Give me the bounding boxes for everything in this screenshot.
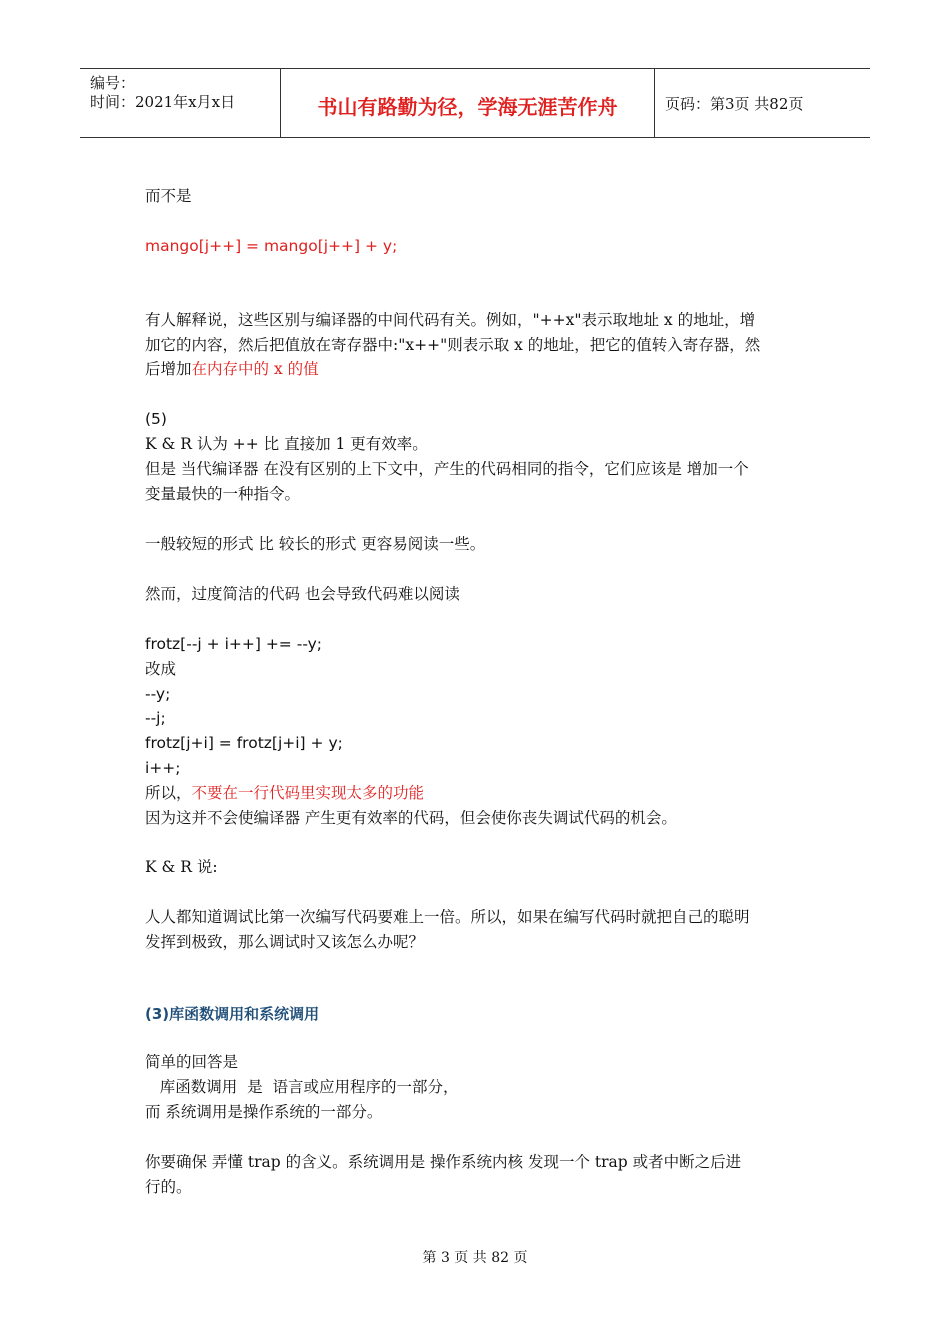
section-heading: (3)库函数调用和系统调用	[145, 1005, 320, 1023]
paragraph-line: 变量最快的一种指令。	[145, 485, 301, 503]
paragraph-line: K & R 认为 ++ 比 直接加 1 更有效率。	[145, 435, 428, 453]
section-number: (5)	[145, 410, 167, 428]
paragraph-line: 简单的回答是	[145, 1053, 239, 1071]
page-header	[80, 68, 870, 138]
paragraph-line: 但是 当代编译器 在没有区别的上下文中，产生的代码相同的指令，它们应该是 增加一个	[145, 460, 749, 478]
text-span: 所以，	[145, 784, 192, 802]
paragraph-line: 有人解释说，这些区别与编译器的中间代码有关。例如，"++x"表示取地址 x 的地址，增	[145, 311, 756, 329]
document-date: 时间：2021年x月x日	[90, 93, 236, 111]
code-line: i++;	[145, 759, 181, 777]
code-line: frotz[j+i] = frotz[j+i] + y;	[145, 734, 343, 752]
paragraph-line	[145, 359, 319, 379]
paragraph-line: 行的。	[145, 1178, 192, 1196]
paragraph-line: 你要确保 弄懂 trap 的含义。系统调用是 操作系统内核 发现一个 trap 或者中断之后进	[145, 1153, 742, 1171]
highlighted-text: 在内存中的 x 的值	[191, 360, 319, 378]
header-motto: 书山有路勤为径，学海无涯苦作舟	[317, 95, 618, 119]
text-span: 后增加	[145, 360, 192, 378]
header-page-cell	[655, 69, 870, 137]
paragraph-line: 发挥到极致，那么调试时又该怎么办呢？	[145, 933, 425, 951]
code-line: frotz[--j + i++] += --y;	[145, 635, 323, 653]
header-page-info: 页码：第3页 共82页	[665, 95, 804, 113]
paragraph-line: 改成	[145, 660, 177, 678]
paragraph-line: 一般较短的形式 比 较长的形式 更容易阅读一些。	[145, 535, 486, 553]
code-line-red: mango[j++] = mango[j++] + y;	[145, 237, 398, 255]
paragraph-line: K & R 说:	[145, 858, 218, 876]
paragraph-line: 而不是	[145, 187, 192, 205]
paragraph-line: 而 系统调用是操作系统的一部分。	[145, 1103, 383, 1121]
page-footer: 第 3 页 共 82 页	[422, 1250, 528, 1266]
paragraph-line: 因为这并不会使编译器 产生更有效率的代码，但会使你丧失调试代码的机会。	[145, 809, 677, 827]
highlighted-text: 不要在一行代码里实现太多的功能	[191, 784, 425, 802]
header-motto-cell	[281, 69, 655, 137]
code-line: --j;	[145, 709, 166, 727]
paragraph-line	[145, 783, 424, 803]
paragraph-line: 加它的内容，然后把值放在寄存器中:"x++"则表示取 x 的地址，把它的值转入寄存器，然	[145, 336, 761, 354]
paragraph-line: 库函数调用 是 语言或应用程序的一部分，	[145, 1078, 459, 1096]
code-line: --y;	[145, 685, 171, 703]
paragraph-line: 人人都知道调试比第一次编写代码要难上一倍。所以，如果在编写代码时就把自己的聪明	[145, 908, 750, 926]
header-meta-cell	[80, 69, 281, 137]
paragraph-line: 然而，过度简洁的代码 也会导致代码难以阅读	[145, 585, 460, 603]
document-number-label: 编号：	[90, 74, 136, 92]
